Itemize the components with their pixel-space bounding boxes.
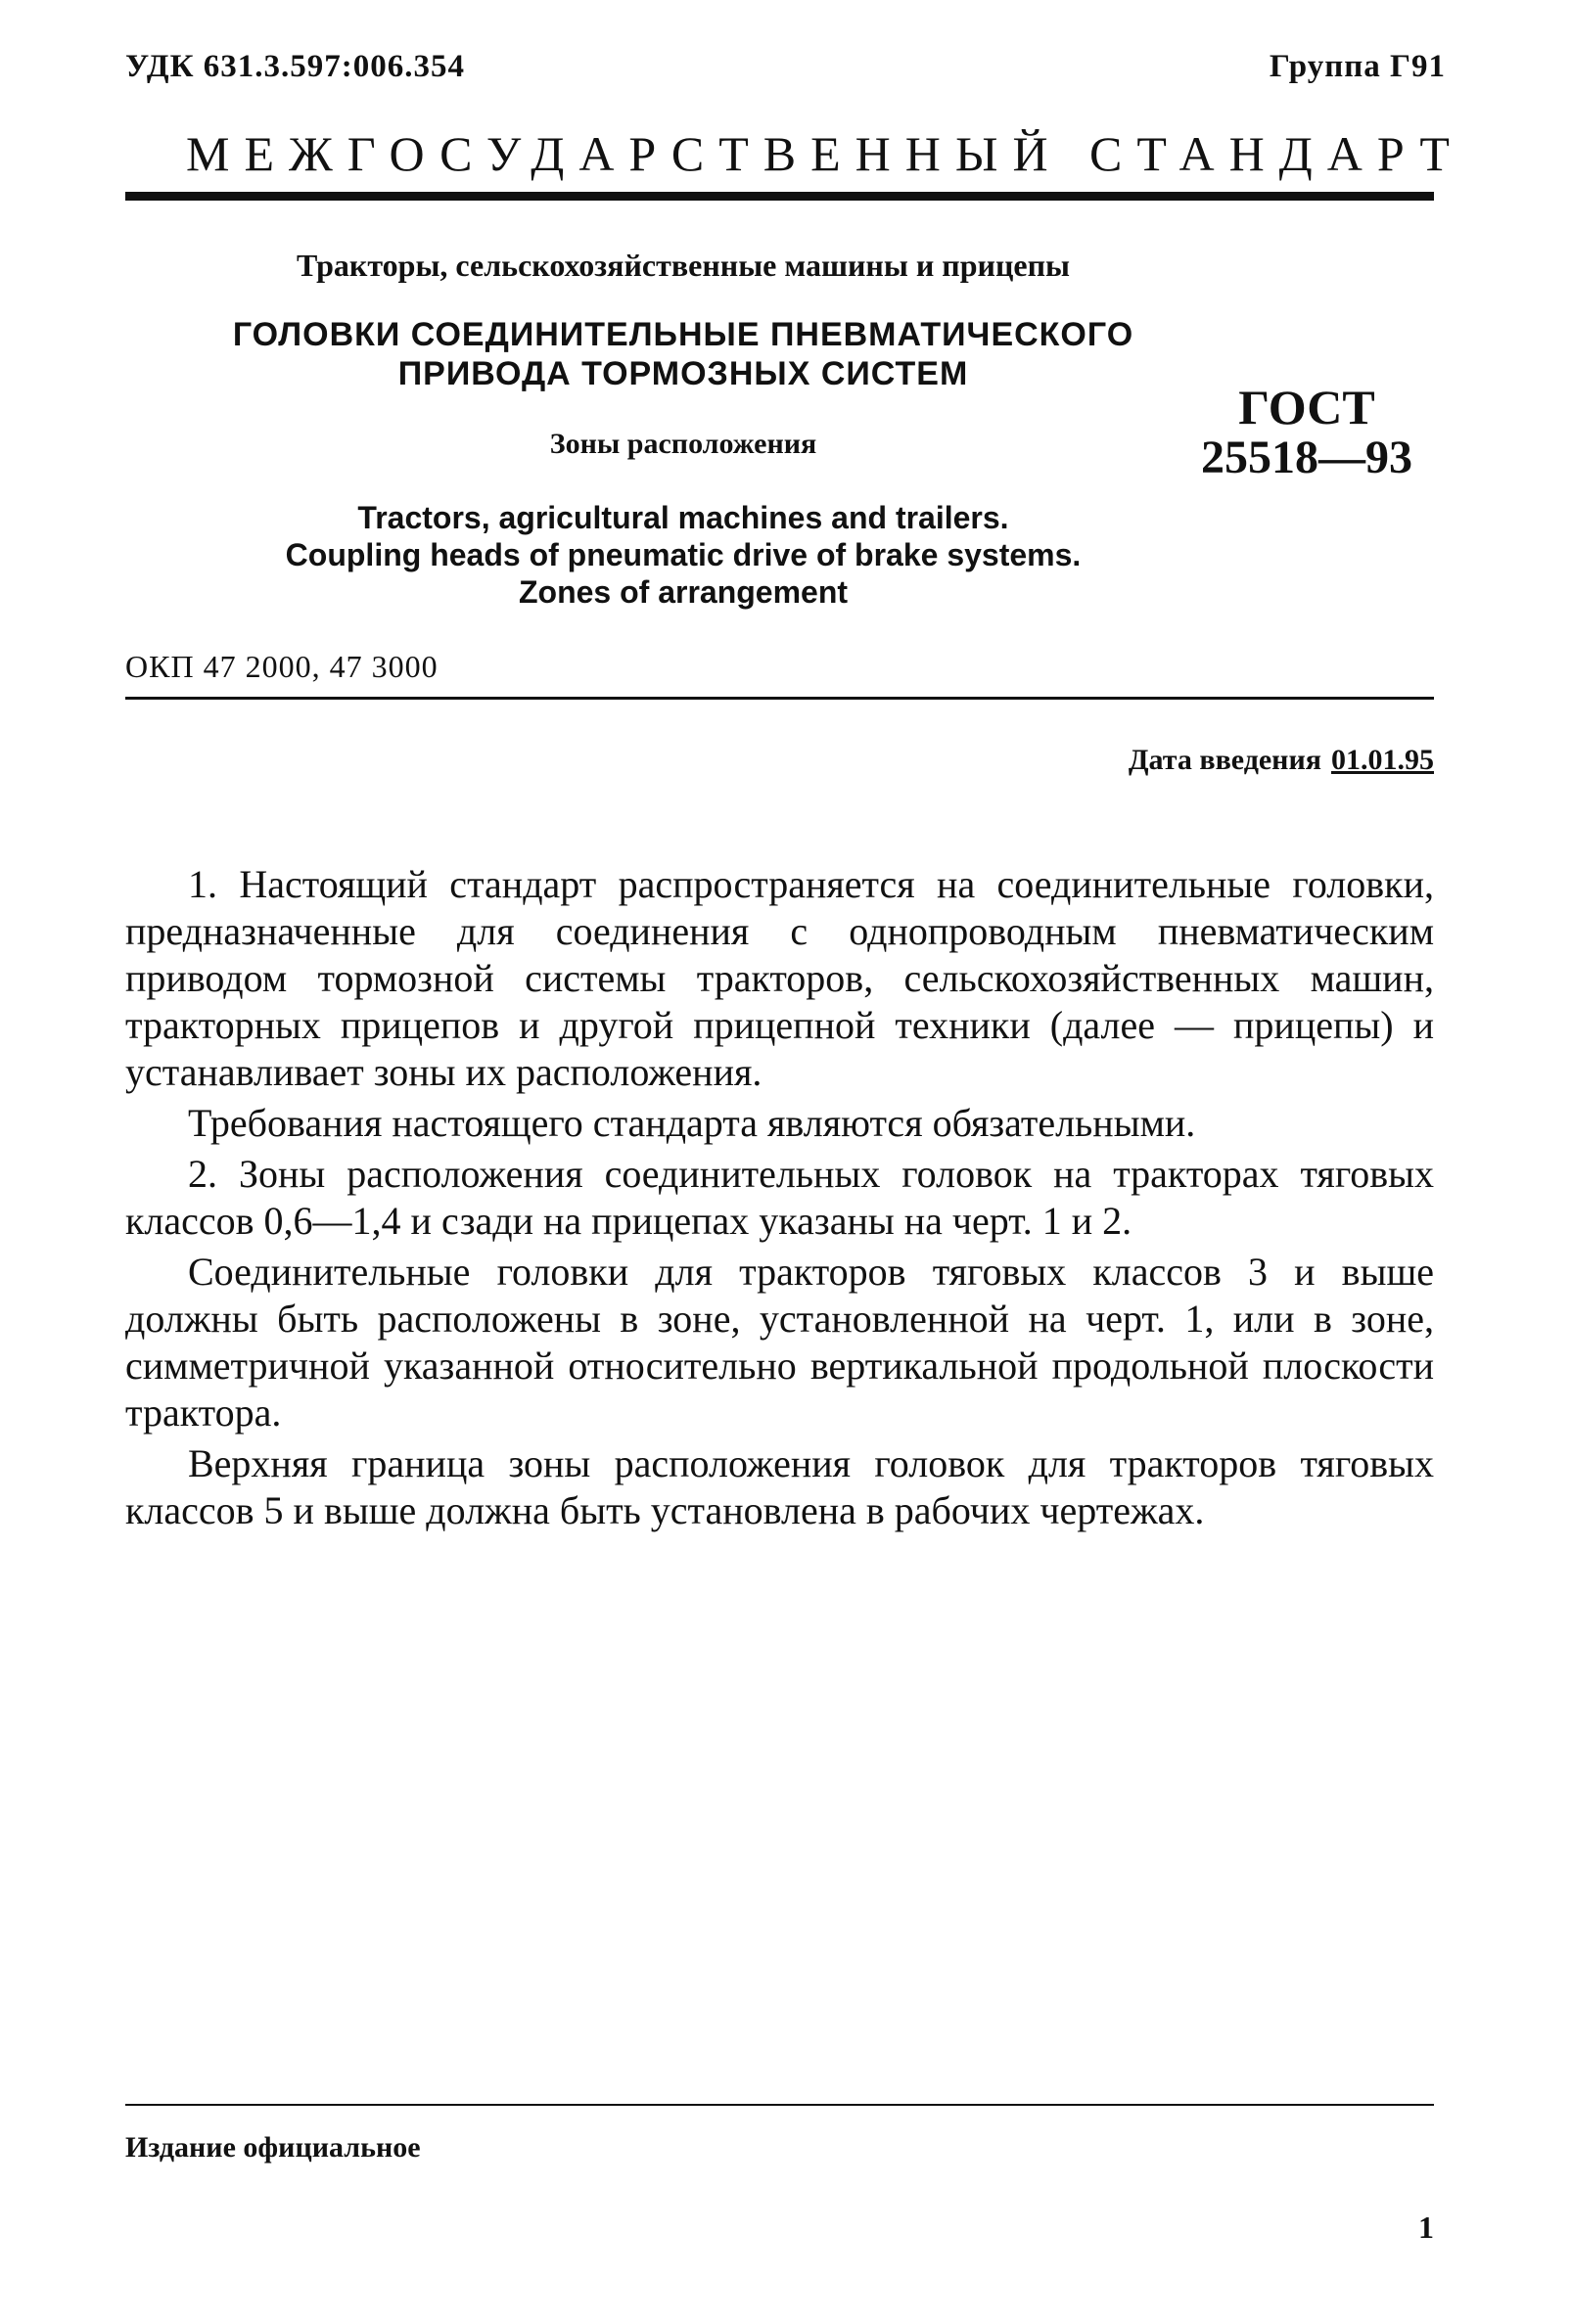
standard-title-line-1: ГОЛОВКИ СОЕДИНИТЕЛЬНЫЕ ПНЕВМАТИЧЕСКОГО (232, 316, 1134, 353)
header-divider (125, 192, 1434, 201)
paragraph-1: 1. Настоящий стандарт распространяется на соединительные головки, предназначенные для соединения с однопроводным пневматическим приводом тормозной системы тракторов, сельскохозяйственных машин, тракторных прицепов и другой прицепной техники (далее — прицепы) и устанавливает зоны их расположения. (125, 862, 1434, 1094)
english-title (125, 499, 1241, 611)
paragraph-2: Требования настоящего стандарта являются обязательными. (188, 1101, 1196, 1145)
gost-number: 25518—93 (1201, 432, 1412, 483)
standard-title (125, 315, 1241, 393)
official-edition-label: Издание официальное (125, 2131, 421, 2164)
paragraph-3: 2. Зоны расположения соединительных головок на тракторах тяговых классов 0,6—1,4 и сзади на прицепах указаны на черт. 1 и 2. (125, 1152, 1434, 1243)
interstate-standard-heading: МЕЖГОСУДАРСТВЕННЫЙ СТАНДАРТ (186, 126, 1464, 181)
footer-divider (125, 2104, 1434, 2106)
title-divider (125, 697, 1434, 700)
paragraph-5: Верхняя граница зоны расположения головок для тракторов тяговых классов 5 и выше должна быть установлена в рабочих чертежах. (125, 1441, 1434, 1532)
okp-code: ОКП 47 2000, 47 3000 (125, 649, 439, 684)
paragraph-4: Соединительные головки для тракторов тяговых классов 3 и выше должны быть расположены в зоне, установленной на черт. 1, или в зоне, симметричной указанной относительно вертикальной продольной плоскости трактора. (125, 1250, 1434, 1435)
udk-code: УДК 631.3.597:006.354 (125, 49, 466, 84)
page-number: 1 (1418, 2210, 1434, 2245)
group-code: Группа Г91 (1269, 49, 1446, 84)
introduction-date-value: 01.01.95 (1331, 744, 1434, 776)
introduction-date-label: Дата введения (1128, 744, 1321, 776)
standard-subject: Тракторы, сельскохозяйственные машины и прицепы (296, 248, 1070, 283)
english-title-line-2: Coupling heads of pneumatic drive of brake systems. (285, 537, 1082, 572)
standard-title-line-2: ПРИВОДА ТОРМОЗНЫХ СИСТЕМ (397, 355, 969, 392)
introduction-date (1129, 744, 1434, 777)
english-title-line-3: Zones of arrangement (518, 574, 849, 610)
body-text (125, 861, 1434, 1538)
subtitle-ru: Зоны расположения (549, 428, 817, 460)
gost-label: ГОСТ (1238, 380, 1375, 434)
english-title-line-1: Tractors, agricultural machines and trailers. (357, 500, 1009, 535)
